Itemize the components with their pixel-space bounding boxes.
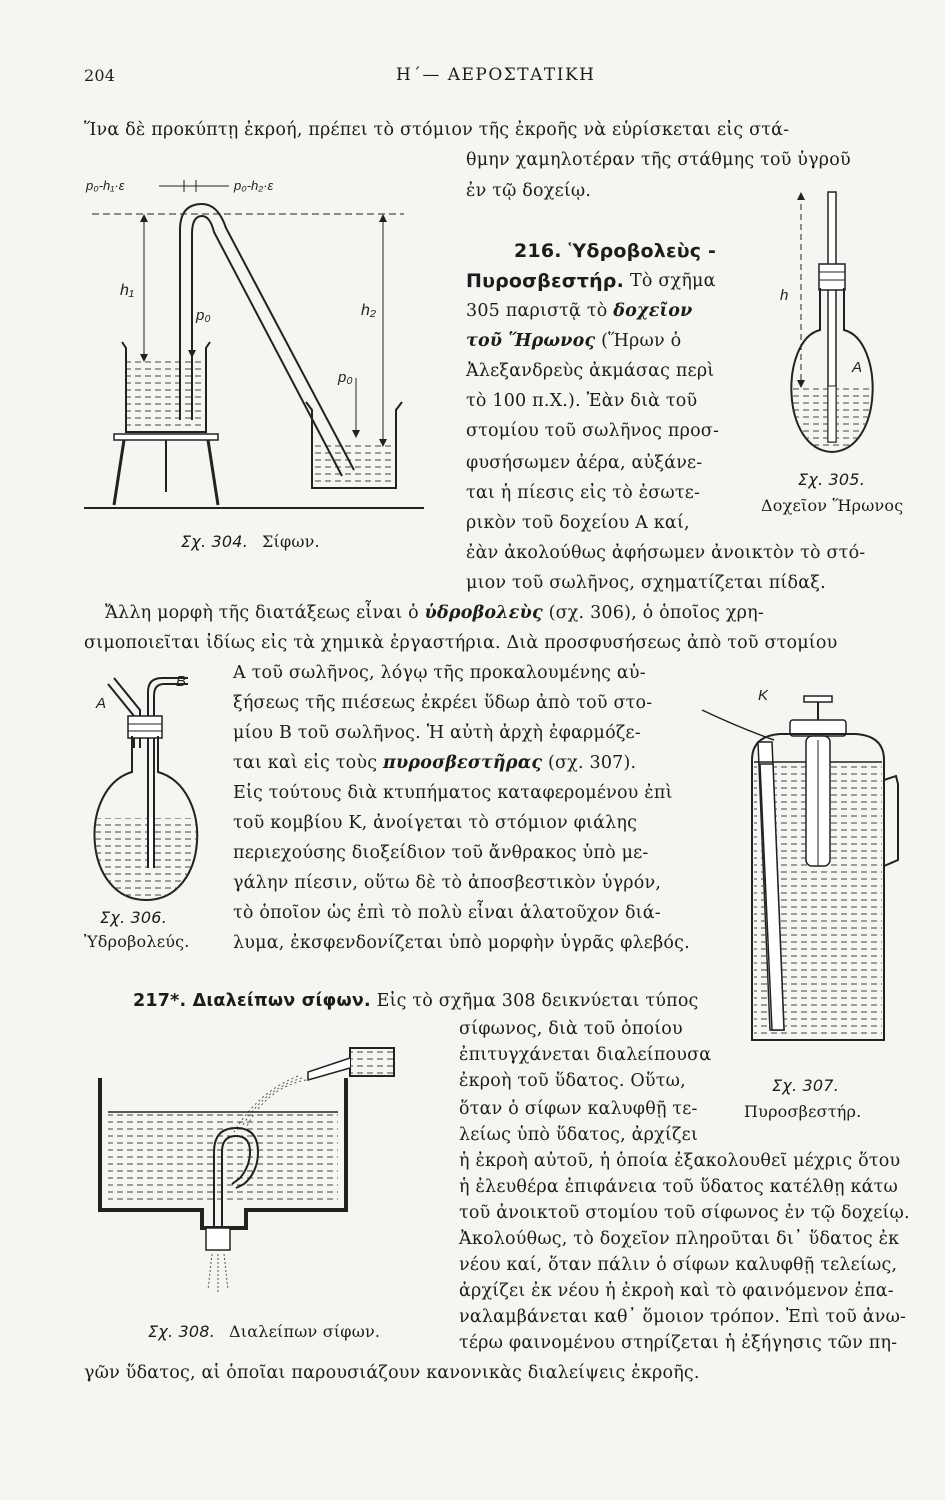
s217-line-6: λείως ὑπὸ ὕδατος, ἀρχίζει bbox=[459, 1125, 699, 1145]
p2-line-10: γάλην πίεσιν, οὕτω δὲ τὸ ἀποσβεστικὸν ὑγρόν, bbox=[233, 873, 662, 893]
p2-line-2: σιμοποιεῖται ἰδίως εἰς τὰ χημικὰ ἐργαστήρια. Διὰ προσφυσήσεως ἀπὸ τοῦ στομίου bbox=[84, 633, 838, 653]
s216-line-9: ρικὸν τοῦ δοχείου Α καί, bbox=[466, 513, 690, 533]
p2-line-3: Α τοῦ σωλῆνος, λόγῳ τῆς προκαλουμένης αὐ- bbox=[233, 663, 646, 683]
s216-line-1: Τὸ σχῆμα bbox=[630, 271, 716, 291]
p2-line-6: ται καὶ εἰς τοὺς πυροσβεστῆρας (σχ. 307). bbox=[233, 753, 637, 773]
section-216-number: 216. Ὑδροβολεὺς - bbox=[514, 240, 717, 262]
fig-304-caption-text: Σίφων. bbox=[262, 532, 320, 551]
intro-line-2: θμην χαμηλοτέραν τῆς στάθμης τοῦ ὑγροῦ bbox=[466, 150, 851, 170]
figure-305-heron-vessel bbox=[772, 190, 892, 460]
figure-304-siphon-diagram bbox=[84, 170, 464, 520]
fig-307-caption-num: Σχ. 307. bbox=[772, 1076, 839, 1095]
label-h: h bbox=[780, 287, 789, 304]
figure-306-wash-bottle bbox=[84, 668, 224, 904]
s217-heading-line: 217*. Διαλείπων σίφων. Εἰς τὸ σχῆμα 308 δεικνύεται τύπος bbox=[133, 991, 699, 1011]
s217-line-4: ἐκροὴ τοῦ ὕδατος. Οὕτω, bbox=[459, 1071, 686, 1091]
s216-line-10: ἐὰν ἀκολούθως ἀφήσωμεν ἀνοικτὸν τὸ στό- bbox=[466, 543, 866, 563]
fig-308-caption-text: Διαλείπων σίφων. bbox=[229, 1322, 381, 1341]
label-p-h1: p₀-h₁·ε bbox=[86, 178, 125, 193]
s216-line-4: Ἀλεξανδρεὺς ἀκμάσας περὶ bbox=[466, 361, 715, 381]
running-title: Η΄— ΑΕΡΟΣΤΑΤΙΚΗ bbox=[396, 65, 596, 85]
s217-line-5: ὅταν ὁ σίφων καλυφθῇ τε- bbox=[459, 1099, 698, 1119]
s217-line-2: σίφωνος, διὰ τοῦ ὁποίου bbox=[459, 1019, 683, 1039]
figure-308-intermittent-siphon bbox=[96, 1028, 446, 1298]
label-A-306: A bbox=[96, 695, 107, 712]
label-p-h2: p₀-h₂·ε bbox=[234, 178, 274, 193]
fig-306-caption-text: Ὑδροβολεύς. bbox=[84, 932, 190, 951]
fig-307-caption-text: Πυροσβεστήρ. bbox=[744, 1102, 862, 1121]
s217-line-10: Ἀκολούθως, τὸ δοχεῖον πληροῦται δι᾽ ὕδατος ἐκ bbox=[459, 1229, 900, 1249]
s216-line-11: μιον τοῦ σωλῆνος, σχηματίζεται πίδαξ. bbox=[466, 573, 826, 593]
fig-306-caption-num: Σχ. 306. bbox=[100, 908, 167, 927]
label-B: B bbox=[176, 673, 187, 690]
label-p0-right: p₀ bbox=[338, 369, 353, 386]
p2-line-11: τὸ ὁποῖον ὡς ἐπὶ τὸ πολὺ εἶναι ἁλατοῦχον διά- bbox=[233, 903, 661, 923]
s217-line-3: ἐπιτυγχάνεται διαλείπουσα bbox=[459, 1045, 712, 1065]
p2-line-4: ξήσεως τῆς πιέσεως ἐκρέει ὕδωρ ἀπὸ τοῦ στο- bbox=[233, 693, 653, 713]
s216-line-6: στομίου τοῦ σωλῆνος προσ- bbox=[466, 421, 720, 441]
fig-308-caption-num: Σχ. 308. bbox=[148, 1322, 215, 1341]
s216-line-3: τοῦ Ἥρωνος (Ἥρων ὁ bbox=[466, 331, 682, 351]
s217-line-13: ναλαμβάνεται καθ᾽ ὅμοιον τρόπον. Ἐπὶ τοῦ ἀνω- bbox=[459, 1307, 907, 1327]
label-h1: h₁ bbox=[120, 282, 134, 299]
s217-line-9: τοῦ ἀνοικτοῦ στομίου τοῦ σίφωνος ἐν τῷ δοχείῳ. bbox=[459, 1203, 910, 1223]
s217-line-15: γῶν ὕδατος, αἱ ὁποῖαι παρουσιάζουν κανονικὰς διαλείψεις ἐκροῆς. bbox=[84, 1363, 700, 1383]
s217-line-7: ἡ ἐκροὴ αὐτοῦ, ἡ ὁποία ἐξακολουθεῖ μέχρις ὅτου bbox=[459, 1151, 901, 1171]
s217-line-12: ἀρχίζει ἐκ νέου ἡ ἐκροὴ καὶ τὸ φαινόμενον ἐπα- bbox=[459, 1281, 894, 1301]
s216-line-2: 305 παριστᾷ τὸ δοχεῖον bbox=[466, 301, 693, 321]
label-K: K bbox=[758, 687, 769, 704]
s217-line-14: τέρω φαινομένου στηρίζεται ἡ ἐξήγησις τῶν πη- bbox=[459, 1333, 898, 1353]
intro-line-1: Ἵνα δὲ προκύπτῃ ἐκροή, πρέπει τὸ στόμιον τῆς ἐκροῆς νὰ εὑρίσκεται εἰς στά- bbox=[84, 120, 790, 140]
s217-line-11: νέου καί, ὅταν πάλιν ὁ σίφων καλυφθῇ τελείως, bbox=[459, 1255, 898, 1275]
label-A: A bbox=[852, 359, 863, 376]
p2-line-12: λυμα, ἐκσφενδονίζεται ὑπὸ μορφὴν ὑγρᾶς φλεβός. bbox=[233, 933, 690, 953]
label-p0-left: p₀ bbox=[196, 307, 211, 324]
p2-line-7: Εἰς τούτους διὰ κτυπήματος καταφερομένου ἐπὶ bbox=[233, 783, 673, 803]
figure-307-fire-extinguisher bbox=[700, 680, 900, 1050]
p2-line-8: τοῦ κομβίου Κ, ἀνοίγεται τὸ στόμιον φιάλης bbox=[233, 813, 638, 833]
section-216-title: Πυροσβεστήρ. bbox=[466, 270, 625, 292]
p2-line-9: περιεχούσης διοξείδιον τοῦ ἄνθρακος ὑπὸ με- bbox=[233, 843, 649, 863]
fig-305-caption-num: Σχ. 305. bbox=[798, 470, 865, 489]
s216-line-5: τὸ 100 π.Χ.). Ἐὰν διὰ τοῦ bbox=[466, 391, 698, 411]
p2-line-5: μίου Β τοῦ σωλῆνος. Ἡ αὐτὴ ἀρχὴ ἐφαρμόζε- bbox=[233, 723, 641, 743]
s217-line-8: ἡ ἐλευθέρα ἐπιφάνεια τοῦ ὕδατος κατέλθῃ κάτω bbox=[459, 1177, 898, 1197]
fig-305-caption-text: Δοχεῖον Ἥρωνος bbox=[761, 496, 904, 515]
s216-line-7: φυσήσωμεν ἀέρα, αὐξάνε- bbox=[466, 453, 703, 473]
fig-304-caption-num: Σχ. 304. bbox=[181, 532, 248, 551]
page-number: 204 bbox=[84, 66, 116, 85]
label-h2: h₂ bbox=[361, 302, 376, 319]
p2-line-1: Ἄλλη μορφὴ τῆς διατάξεως εἶναι ὁ ὑδροβολεὺς (σχ. 306), ὁ ὁποῖος χρη- bbox=[105, 603, 764, 623]
intro-line-3: ἐν τῷ δοχείῳ. bbox=[466, 181, 592, 201]
s216-line-8: ται ἡ πίεσις εἰς τὸ ἐσωτε- bbox=[466, 483, 701, 503]
